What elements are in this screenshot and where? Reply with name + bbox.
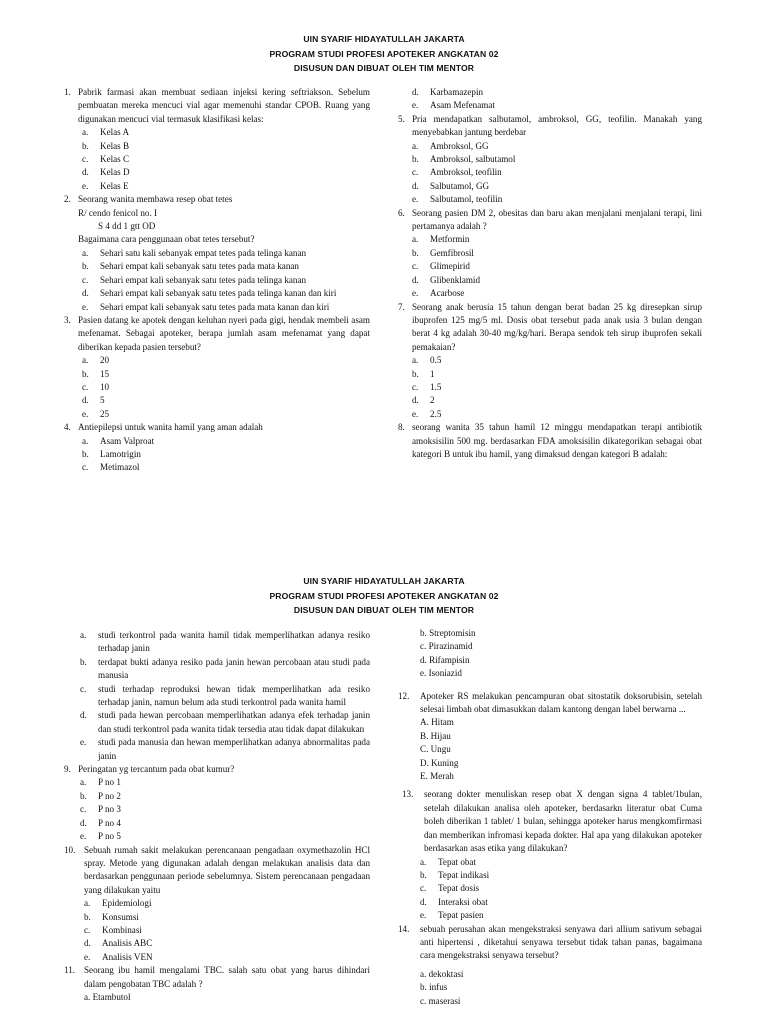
question-text: seorang wanita 35 tahun hamil 12 minggu mendapatkan terapi antibiotik amoksisilin 500 mg. berdasarkan FDA amoksisilin dikategorikan sebagai obat kategori B untuk ibu hamil, yang dimaksud dengan kategori B adalah:: [412, 422, 702, 459]
option[interactable]: a. 20: [82, 355, 110, 366]
option[interactable]: a. 0.5: [412, 355, 442, 366]
option[interactable]: a. Etambutol: [84, 991, 131, 1002]
option[interactable]: a. studi terkontrol pada wanita hamil tidak memperlihatkan adanya resiko terhadap janin: [80, 630, 370, 654]
question-13: 13. seorang dokter menuliskan resep obat X dengan signa 4 tablet/1bulan, setelah dilakukan analisa oleh apoteker, berdasarkn literatur obat Cuma boleh diberikan 1 tablet/ 1 bulan, sehingga apoteker harus mengkomfirmasi dan memberikan infromasi kepada dokter. Hal apa yang dilakukan apoteker berdasarkan asas etika yang dilakukan?: [398, 788, 702, 855]
option[interactable]: e. 25: [82, 408, 110, 419]
option[interactable]: e. Analisis VEN: [84, 951, 153, 962]
header-author: DISUSUN DAN DIBUAT OLEH TIM MENTOR: [293, 605, 475, 615]
option[interactable]: d. Sehari empat kali sebanyak satu tetes pada telinga kanan dan kiri: [82, 288, 337, 299]
page-header: [0, 574, 768, 618]
option[interactable]: e. Asam Mefenamat: [412, 100, 495, 111]
left-column: [64, 86, 370, 475]
question-4: 4. Antiepilepsi untuk wanita hamil yang aman adalah: [64, 421, 370, 434]
question-text: Peringatan yg tercantum pada obat kumur?: [78, 764, 235, 775]
options-list: [398, 856, 702, 923]
option[interactable]: c. studi terhadap reproduksi hewan tidak memperlihatkan ada resiko terhadap janin, namun belum ada studi terkontrol pada wanita hamil: [80, 683, 370, 708]
question-2: 2. Seorang wanita membawa resep obat tetes: [64, 193, 370, 206]
page-header: [0, 32, 768, 76]
option[interactable]: a. Tepat obat: [420, 856, 476, 867]
header-author: DISUSUN DAN DIBUAT OLEH TIM MENTOR: [293, 63, 475, 73]
prescription-line-1: R/ cendo fenicol no. I: [78, 207, 158, 218]
option[interactable]: e. Tepat pasien: [420, 910, 484, 921]
question-9: 9. Peringatan yg tercantum pada obat kumur?: [64, 763, 370, 776]
option[interactable]: E. Merah: [420, 771, 454, 782]
option[interactable]: e. Salbutamol, teofilin: [412, 194, 503, 205]
options-list: [64, 629, 370, 763]
option[interactable]: c. Metimazol: [82, 462, 140, 473]
option[interactable]: c. 10: [82, 381, 110, 392]
question-text: Sebuah rumah sakit melakukan perencanaan pengadaan oxymethazolin HCl spray. Metode yang digunakan adalah dengan melakukan analisis data dan berdasarkan penggunaan periode sebelumnya. Sistem perencanaan pengadaan yang dilakukan yaitu: [84, 844, 370, 895]
question-text: Seorang wanita membawa resep obat tetes: [78, 194, 233, 205]
options-list: [398, 716, 702, 783]
options-list: [64, 897, 370, 964]
question-text: Pabrik farmasi akan membuat sediaan injeksi kering seftriakson. Sebelum pembuatan mereka mencuci vial agar memenuhi standar CPOB. Ruang yang digunakan mencuci vial termasuk klasifikasi kelas:: [78, 87, 370, 124]
prescription-line-2: S 4 dd 1 gtt OD: [98, 221, 156, 232]
question-text: Seorang pasien DM 2, obesitas dan baru akan menjalani menjalani terapi, lini pertamanya adalah ?: [412, 207, 702, 232]
option[interactable]: a. Kelas A: [82, 127, 130, 138]
option[interactable]: c. Kelas C: [82, 154, 130, 165]
options-list: [64, 354, 370, 421]
option[interactable]: B. Hijau: [420, 730, 451, 741]
option[interactable]: c. P no 3: [80, 804, 121, 815]
header-university: UIN SYARIF HIDAYATULLAH JAKARTA: [303, 576, 465, 586]
option[interactable]: b. Streptomisin: [420, 628, 476, 638]
option[interactable]: c. 1.5: [412, 381, 442, 392]
question-8: 8. seorang wanita 35 tahun hamil 12 minggu mendapatkan terapi antibiotik amoksisilin 500 mg. berdasarkan FDA amoksisilin dikategorikan sebagai obat kategori B untuk ibu hamil, yang dimaksud dengan kategori B adalah:: [398, 421, 702, 461]
question-6: 6. Seorang pasien DM 2, obesitas dan baru akan menjalani menjalani terapi, lini pertamanya adalah ?: [398, 207, 702, 234]
option[interactable]: b. Kelas B: [82, 140, 130, 151]
option[interactable]: A. Hitam: [420, 717, 454, 728]
option[interactable]: d. Salbutamol, GG: [412, 180, 490, 191]
question-text: Pria mendapatkan salbutamol, ambroksol, GG, teofilin. Manakah yang menyebabkan jantung berdebar: [412, 113, 702, 138]
question-5: 5. Pria mendapatkan salbutamol, ambroksol, GG, teofilin. Manakah yang menyebabkan jantung berdebar: [398, 113, 702, 140]
option[interactable]: b. infus: [420, 982, 448, 993]
right-column: [398, 86, 702, 461]
option[interactable]: c. maserasi: [420, 995, 461, 1006]
option[interactable]: d. Glibenklamid: [412, 274, 481, 285]
question-3: 3. Pasien datang ke apotek dengan keluhan nyeri pada gigi, hendak membeli asam mefenamat. Sebagai apoteker, berapa jumlah asam mefenamat yang dapat diberikan kepada pasien tersebut?: [64, 314, 370, 354]
question-10: 10. Sebuah rumah sakit melakukan perencanaan pengadaan oxymethazolin HCl spray. Metode yang digunakan adalah dengan melakukan analisis data dan berdasarkan penggunaan periode sebelumnya. Sistem perencanaan pengadaan yang dilakukan yaitu: [64, 844, 370, 898]
option[interactable]: c. Ambroksol, teofilin: [412, 167, 502, 178]
option[interactable]: d. Kelas D: [82, 167, 130, 178]
option[interactable]: b. 15: [82, 368, 110, 379]
option[interactable]: C. Ungu: [420, 744, 451, 755]
option[interactable]: e. 2.5: [412, 408, 442, 419]
right-column: [398, 627, 702, 1008]
header-program: PROGRAM STUDI PROFESI APOTEKER ANGKATAN 02: [269, 48, 499, 59]
option[interactable]: a. Ambroksol, GG: [412, 140, 489, 151]
option[interactable]: b. terdapat bukti adanya resiko pada janin hewan percobaan atau studi pada manusia: [80, 656, 370, 681]
option[interactable]: b. P no 2: [80, 790, 121, 801]
question-text: Seorang ibu hamil mengalami TBC. salah satu obat yang harus dihindari dalam pengobatan TBC adalah ?: [84, 965, 370, 989]
question-text: sebuah perusahan akan mengekstraksi senyawa dari allium sativum sebagai anti hipertensi , diketahui senyawa tersebut tidak tahan panas, bagaimana cara mengekstraksi senyawa tersebut?: [420, 923, 702, 961]
option[interactable]: b. Ambroksol, salbutamol: [412, 154, 516, 165]
question-text: Seorang anak berusia 15 tahun dengan berat badan 25 kg diresepkan sirup ibuprofen 125 mg/5 ml. Dosis obat tersebut pada anak usia 3 bulan dengan berat 4 kg adalah 30-40 mg/kg/hari. Berapa sendok teh sirup ibuprofen sekali pemakaian?: [412, 301, 702, 352]
option[interactable]: e. Isoniazid: [420, 668, 462, 679]
option[interactable]: e. Acarbose: [412, 288, 465, 299]
option[interactable]: e. Sehari empat kali sebanyak satu tetes pada mata kanan dan kiri: [82, 301, 330, 312]
option[interactable]: e. studi pada manusia dan hewan memperlihatkan adanya abnormalitas pada janin: [80, 737, 370, 761]
option[interactable]: c. Pirazinamid: [420, 641, 473, 652]
option[interactable]: d. P no 4: [80, 817, 121, 828]
question-ask: Bagaimana cara penggunaan obat tetes tersebut?: [78, 234, 255, 245]
option[interactable]: b. Sehari empat kali sebanyak satu tetes pada mata kanan: [82, 261, 299, 272]
option[interactable]: d. Interaksi obat: [420, 896, 488, 907]
header-university: UIN SYARIF HIDAYATULLAH JAKARTA: [303, 34, 465, 44]
option[interactable]: b. Konsumsi: [84, 911, 139, 922]
option[interactable]: b. Tepat indikasi: [420, 869, 490, 880]
options-list: [398, 233, 702, 300]
options-list: [398, 627, 702, 681]
option[interactable]: c. Sehari empat kali sebanyak satu tetes pada telinga kanan: [82, 274, 307, 285]
option[interactable]: d. 2: [412, 395, 435, 406]
options-list: [64, 776, 370, 843]
question-12: 12. Apoteker RS melakukan pencampuran obat sitostatik doksorubisin, setelah selesai limbah obat dimasukkan dalam kantong dengan label berwarna ...: [398, 690, 702, 717]
option[interactable]: c. Tepat dosis: [420, 883, 480, 894]
options-list: [398, 140, 702, 207]
question-7: 7. Seorang anak berusia 15 tahun dengan berat badan 25 kg diresepkan sirup ibuprofen 125 mg/5 ml. Dosis obat tersebut pada anak usia 3 bulan dengan berat 4 kg adalah 30-40 mg/kg/hari. Berapa sendok teh sirup ibuprofen sekali pemakaian?: [398, 301, 702, 355]
option[interactable]: b. Lamotrigin: [82, 448, 141, 459]
option[interactable]: a. dekoktasi: [420, 968, 464, 979]
option[interactable]: d. studi pada hewan percobaan memperlihatkan adanya efek terhadap janin dan studi terkontrol pada wanita tidak tersedia atau tidak dapat dilakukan: [80, 710, 370, 734]
option[interactable]: a. Sehari satu kali sebanyak empat tetes pada telinga kanan: [82, 247, 307, 258]
option[interactable]: d. 5: [82, 395, 105, 406]
option[interactable]: c. Kombinasi: [84, 924, 142, 935]
options-list: [398, 86, 702, 113]
question-1: 1. Pabrik farmasi akan membuat sediaan injeksi kering seftriakson. Sebelum pembuatan mereka mencuci vial agar memenuhi standar CPOB. Ruang yang digunakan mencuci vial termasuk klasifikasi kelas:: [64, 86, 370, 126]
options-list: [64, 126, 370, 193]
exam-page-2: [0, 512, 768, 1024]
question-text: Apoteker RS melakukan pencampuran obat sitostatik doksorubisin, setelah selesai limbah obat dimasukkan dalam kantong dengan label berwarna ...: [420, 690, 702, 715]
options-list: [398, 354, 702, 421]
question-11: 11. Seorang ibu hamil mengalami TBC. salah satu obat yang harus dihindari dalam pengobatan TBC adalah ?: [64, 964, 370, 991]
question-text: Pasien datang ke apotek dengan keluhan nyeri pada gigi, hendak membeli asam mefenamat. Sebagai apoteker, berapa jumlah asam mefenamat yang dapat diberikan kepada pasien tersebut?: [78, 314, 370, 352]
option[interactable]: e. Kelas E: [82, 180, 129, 191]
option[interactable]: D. Kuning: [420, 757, 459, 768]
question-text: Antiepilepsi untuk wanita hamil yang aman adalah: [78, 422, 263, 433]
left-column: [64, 629, 370, 1004]
option[interactable]: d. Analisis ABC: [84, 938, 153, 949]
option[interactable]: e. P no 5: [80, 831, 121, 842]
header-program: PROGRAM STUDI PROFESI APOTEKER ANGKATAN 02: [269, 590, 499, 601]
option[interactable]: a. Asam Valproat: [82, 435, 155, 446]
option[interactable]: a. Metformin: [412, 234, 470, 245]
options-list: [398, 968, 702, 1008]
option[interactable]: d. Rifampisin: [420, 654, 470, 665]
option[interactable]: a. Epidemiologi: [84, 898, 152, 909]
question-text: seorang dokter menuliskan resep obat X dengan signa 4 tablet/1bulan, setelah dilakukan analisa oleh apoteker, berdasarkn literatur obat Cuma boleh diberikan 1 tablet/ 1 bulan, sehingga apoteker harus mengkomfirmasi dan memberikan infromasi kepada dokter. Hal apa yang dilakukan apoteker berdasarkan asas etika yang dilakukan?: [424, 789, 702, 854]
question-14: 14. sebuah perusahan akan mengekstraksi senyawa dari allium sativum sebagai anti hipertensi , diketahui senyawa tersebut tidak tahan panas, bagaimana cara mengekstraksi senyawa tersebut?: [398, 923, 702, 963]
option[interactable]: d. Karbamazepin: [412, 87, 484, 97]
option[interactable]: b. Gemfibrosil: [412, 247, 474, 258]
option[interactable]: b. 1: [412, 368, 435, 379]
options-list: [64, 247, 370, 314]
option[interactable]: c. Glimepirid: [412, 261, 470, 272]
option[interactable]: a. P no 1: [80, 777, 121, 788]
options-list: [64, 435, 370, 475]
